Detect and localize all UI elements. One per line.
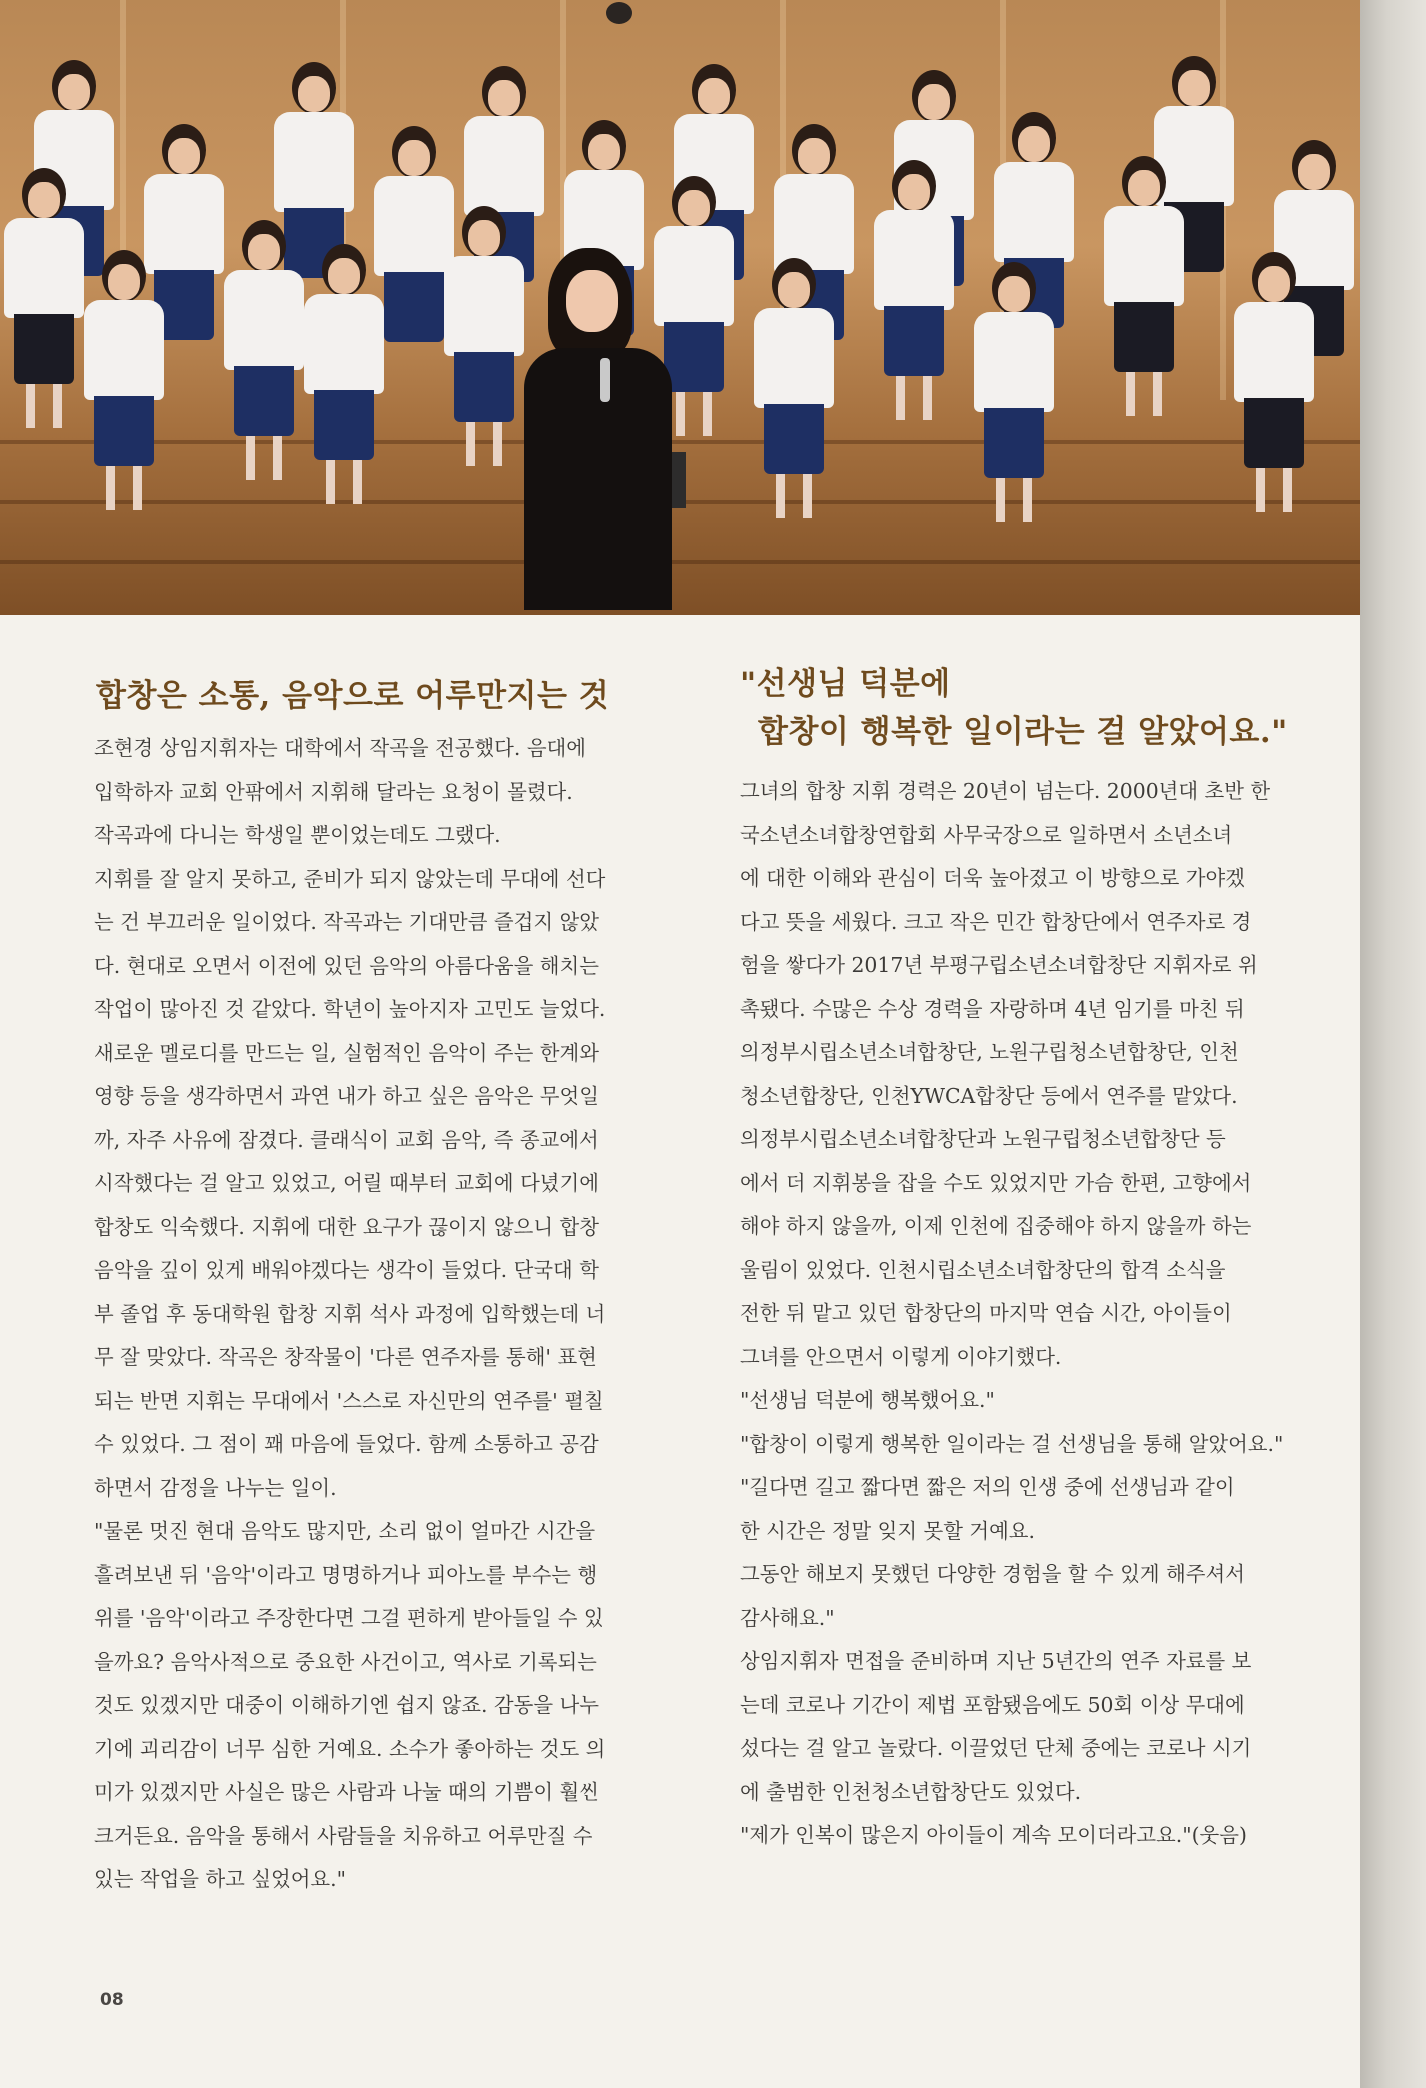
text-line: 새로운 멜로디를 만드는 일, 실험적인 음악이 주는 한계와 <box>94 1040 599 1065</box>
text-line: 음악을 깊이 있게 배워야겠다는 생각이 들었다. 단국대 학 <box>94 1258 599 1282</box>
text-line: 영향 등을 생각하면서 과연 내가 하고 싶은 음악은 무엇일 <box>94 1084 599 1108</box>
text-line: 상임지휘자 면접을 준비하며 지난 5년간의 연주 자료를 보 <box>740 1649 1252 1673</box>
text-line: 국소년소녀합창연합회 사무국장으로 일하면서 소년소녀 <box>740 822 1233 847</box>
text-line: 크거든요. 음악을 통해서 사람들을 치유하고 어루만질 수 <box>94 1823 593 1848</box>
text-line: "길다면 길고 짧다면 짧은 저의 인생 중에 선생님과 같이 <box>740 1475 1235 1499</box>
adjacent-page-edge <box>1360 0 1426 2088</box>
microphone-icon <box>600 358 610 402</box>
conductor-figure <box>518 248 678 610</box>
text-line: "제가 인복이 많은지 아이들이 계속 모이더라고요."(웃음) <box>740 1823 1247 1847</box>
text-line: 험을 쌓다가 2017년 부평구립소년소녀합창단 지휘자로 위 <box>740 953 1258 977</box>
text-line: 지휘를 잘 알지 못하고, 준비가 되지 않았는데 무대에 선다 <box>94 866 606 891</box>
text-line: 합창도 익숙했다. 지휘에 대한 요구가 끊이지 않으니 합창 <box>94 1214 599 1239</box>
left-article-column <box>94 727 684 1902</box>
text-line: 있는 작업을 하고 싶었어요." <box>94 1867 346 1891</box>
text-line: 감사해요." <box>740 1605 835 1630</box>
text-line: "선생님 덕분에 행복했어요." <box>740 1388 995 1412</box>
text-line: 한 시간은 정말 잊지 못할 거예요. <box>740 1518 1035 1543</box>
text-line: 작업이 많아진 것 같았다. 학년이 높아지자 고민도 늘었다. <box>94 997 606 1021</box>
text-line: 그녀의 합창 지휘 경력은 20년이 넘는다. 2000년대 초반 한 <box>740 779 1271 803</box>
text-line: 되는 반면 지휘는 무대에서 '스스로 자신만의 연주를' 펼칠 <box>94 1388 604 1413</box>
stage-riser <box>0 440 1360 444</box>
text-line: 작곡과에 다니는 학생일 뿐이었는데도 그랬다. <box>94 823 501 847</box>
text-line: 미가 있겠지만 사실은 많은 사람과 나눌 때의 기쁨이 훨씬 <box>94 1780 599 1804</box>
text-line: 부 졸업 후 동대학원 합창 지휘 석사 과정에 입학했는데 너 <box>94 1301 606 1326</box>
text-line: 해야 하지 않을까, 이제 인천에 집중해야 하지 않을까 하는 <box>740 1214 1252 1238</box>
text-line: 입학하자 교회 안팎에서 지휘해 달라는 요청이 몰렸다. <box>94 779 573 804</box>
text-line: 것도 있겠지만 대중이 이해하기엔 쉽지 않죠. 감동을 나누 <box>94 1693 599 1717</box>
text-line: 촉됐다. 수많은 수상 경력을 자랑하며 4년 임기를 마친 뒤 <box>740 996 1245 1021</box>
text-line: 흘려보낸 뒤 '음악'이라고 명명하거나 피아노를 부수는 행 <box>94 1562 598 1587</box>
text-line: 전한 뒤 맡고 있던 합창단의 마지막 연습 시간, 아이들이 <box>740 1301 1232 1325</box>
text-line: 까, 자주 사유에 잠겼다. 클래식이 교회 음악, 즉 종교에서 <box>94 1127 599 1152</box>
text-line: 다고 뜻을 세웠다. 크고 작은 민간 합창단에서 연주자로 경 <box>740 909 1252 934</box>
text-line: 의정부시립소년소녀합창단, 노원구립청소년합창단, 인천 <box>740 1040 1239 1064</box>
text-line: 위를 '음악'이라고 주장한다면 그걸 편하게 받아들일 수 있 <box>94 1606 604 1630</box>
right-quote-heading-line2: 합창이 행복한 일이라는 걸 알았어요." <box>758 714 1288 750</box>
text-line: "물론 멋진 현대 음악도 많지만, 소리 없이 얼마간 시간을 <box>94 1519 596 1543</box>
text-line: 청소년합창단, 인천YWCA합창단 등에서 연주를 맡았다. <box>740 1083 1238 1108</box>
text-line: 기에 괴리감이 너무 심한 거예요. 소수가 좋아하는 것도 의 <box>94 1736 606 1761</box>
text-line: 무 잘 맞았다. 작곡은 창작물이 '다른 연주자를 통해' 표현 <box>94 1345 597 1369</box>
ceiling-lamp <box>606 2 632 24</box>
text-line: 섰다는 걸 알고 놀랐다. 이끌었던 단체 중에는 코로나 시기 <box>740 1736 1252 1760</box>
text-line: 에 대한 이해와 관심이 더욱 높아졌고 이 방향으로 가야겠 <box>740 866 1245 890</box>
text-line: "합창이 이렇게 행복한 일이라는 걸 선생님을 통해 알았어요." <box>740 1431 1284 1456</box>
stage-riser <box>0 560 1360 564</box>
text-line: 수 있었다. 그 점이 꽤 마음에 들었다. 함께 소통하고 공감 <box>94 1432 599 1456</box>
text-line: 그동안 해보지 못했던 다양한 경험을 할 수 있게 해주셔서 <box>740 1562 1245 1586</box>
choir-photo <box>0 0 1360 615</box>
text-line: 그녀를 안으면서 이렇게 이야기했다. <box>740 1344 1062 1369</box>
text-line: 에서 더 지휘봉을 잡을 수도 있었지만 가슴 한편, 고향에서 <box>740 1170 1252 1195</box>
text-line: 조현경 상임지휘자는 대학에서 작곡을 전공했다. 음대에 <box>94 736 586 760</box>
text-line: 시작했다는 걸 알고 있었고, 어릴 때부터 교회에 다녔기에 <box>94 1171 599 1195</box>
text-line: 는 건 부끄러운 일이었다. 작곡과는 기대만큼 즐겁지 않았 <box>94 910 599 934</box>
text-line: 는데 코로나 기간이 제법 포함됐음에도 50회 이상 무대에 <box>740 1692 1245 1717</box>
text-line: 의정부시립소년소녀합창단과 노원구립청소년합창단 등 <box>740 1127 1226 1151</box>
right-quote-heading-line1: "선생님 덕분에 <box>740 666 951 702</box>
text-line: 에 출범한 인천청소년합창단도 있었다. <box>740 1779 1082 1804</box>
text-line: 하면서 감정을 나누는 일이. <box>94 1475 337 1500</box>
text-line: 다. 현대로 오면서 이전에 있던 음악의 아름다움을 해치는 <box>94 953 599 978</box>
text-line: 울림이 있었다. 인천시립소년소녀합창단의 합격 소식을 <box>740 1257 1226 1282</box>
text-line: 을까요? 음악사적으로 중요한 사건이고, 역사로 기록되는 <box>94 1649 597 1674</box>
left-section-heading: 합창은 소통, 음악으로 어루만지는 것 <box>96 678 610 714</box>
page-number: 08 <box>100 1990 124 2010</box>
right-article-column <box>740 770 1340 1858</box>
